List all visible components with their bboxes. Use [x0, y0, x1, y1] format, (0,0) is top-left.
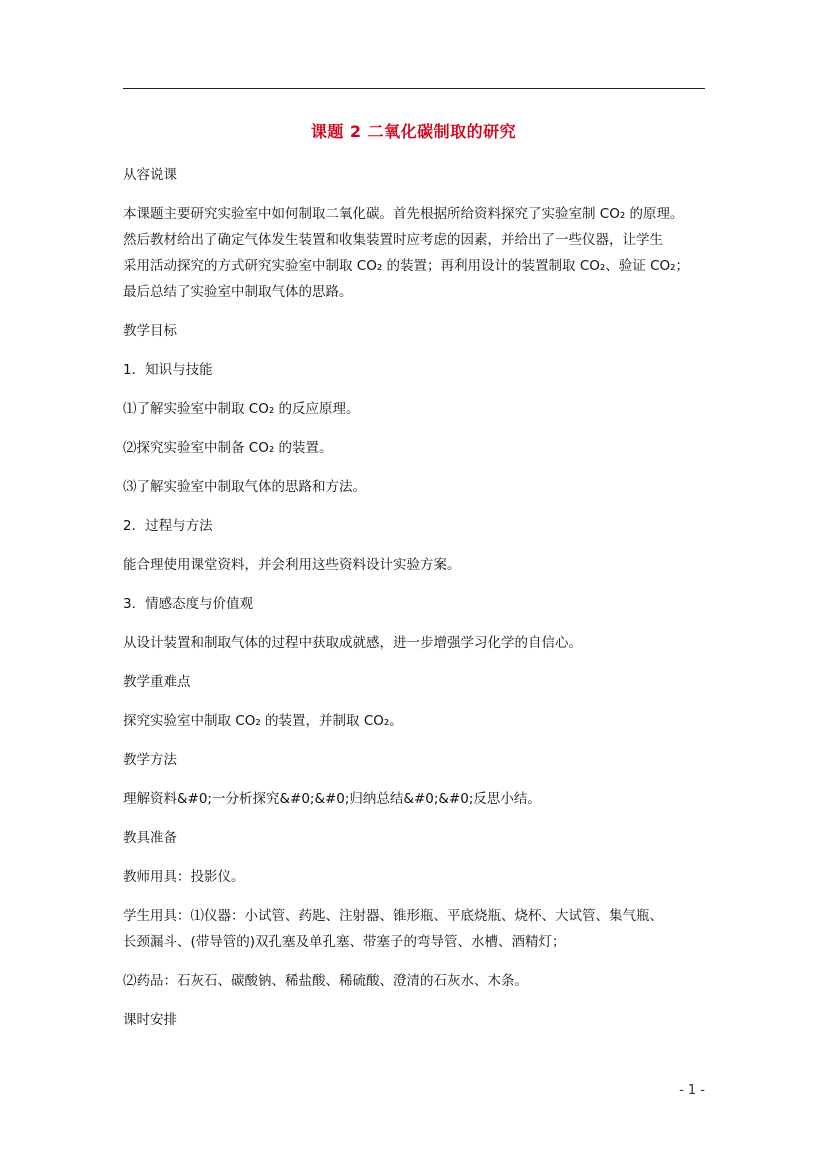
- header-rule: [123, 88, 705, 89]
- document-title: 课题 2 二氧化碳制取的研究: [310, 122, 517, 141]
- subheading-attitude: 3．情感态度与价值观: [123, 596, 254, 612]
- paragraph-line: 本课题主要研究实验室中如何制取二氧化碳。首先根据所给资料探究了实验室制 CO₂ 的原理。: [123, 206, 684, 222]
- paragraph-process: 能合理使用课堂资料，并会利用这些资料设计实验方案。: [123, 557, 461, 573]
- paragraph-chemicals: ⑵药品：石灰石、碳酸钠、稀盐酸、稀硫酸、澄清的石灰水、木条。: [123, 973, 528, 989]
- section-heading-tools: 教具准备: [123, 830, 177, 846]
- paragraph-keypoints: 探究实验室中制取 CO₂ 的装置，并制取 CO₂。: [123, 713, 403, 729]
- goal-item: ⑵探究实验室中制备 CO₂ 的装置。: [123, 440, 333, 456]
- goal-item: ⑶了解实验室中制取气体的思路和方法。: [123, 479, 366, 495]
- paragraph-teacher-tools: 教师用具：投影仪。: [123, 869, 245, 885]
- page-number: - 1 -: [679, 1083, 705, 1098]
- paragraph-student-tools: [123, 903, 708, 968]
- paragraph-attitude: 从设计装置和制取气体的过程中获取成就感，进一步增强学习化学的自信心。: [123, 635, 582, 651]
- section-heading-goals: 教学目标: [123, 323, 177, 339]
- goal-item: ⑴了解实验室中制取 CO₂ 的反应原理。: [123, 401, 360, 417]
- paragraph-line: 学生用具：⑴仪器：小试管、药匙、注射器、锥形瓶、平底烧瓶、烧杯、大试管、集气瓶、: [123, 908, 663, 924]
- paragraph-intro: [123, 201, 708, 318]
- section-heading-intro: 从容说课: [123, 167, 177, 183]
- paragraph-line: 采用活动探究的方式研究实验室中制取 CO₂ 的装置；再利用设计的装置制取 CO₂、验证 CO₂；: [123, 258, 690, 274]
- paragraph-line: 最后总结了实验室中制取气体的思路。: [123, 284, 353, 300]
- subheading-knowledge: 1．知识与技能: [123, 362, 213, 378]
- document-body: [123, 162, 708, 1046]
- subheading-process: 2．过程与方法: [123, 518, 213, 534]
- paragraph-line: 然后教材给出了确定气体发生装置和收集装置时应考虑的因素，并给出了一些仪器，让学生: [123, 232, 663, 248]
- section-heading-schedule: 课时安排: [123, 1012, 177, 1028]
- section-heading-keypoints: 教学重难点: [123, 674, 191, 690]
- section-heading-method: 教学方法: [123, 752, 177, 768]
- paragraph-line: 长颈漏斗、(带导管的)双孔塞及单孔塞、带塞子的弯导管、水槽、酒精灯；: [123, 934, 566, 950]
- paragraph-method: 理解资料&#0;一分析探究&#0;&#0;归纳总结&#0;&#0;反思小结。: [123, 791, 541, 807]
